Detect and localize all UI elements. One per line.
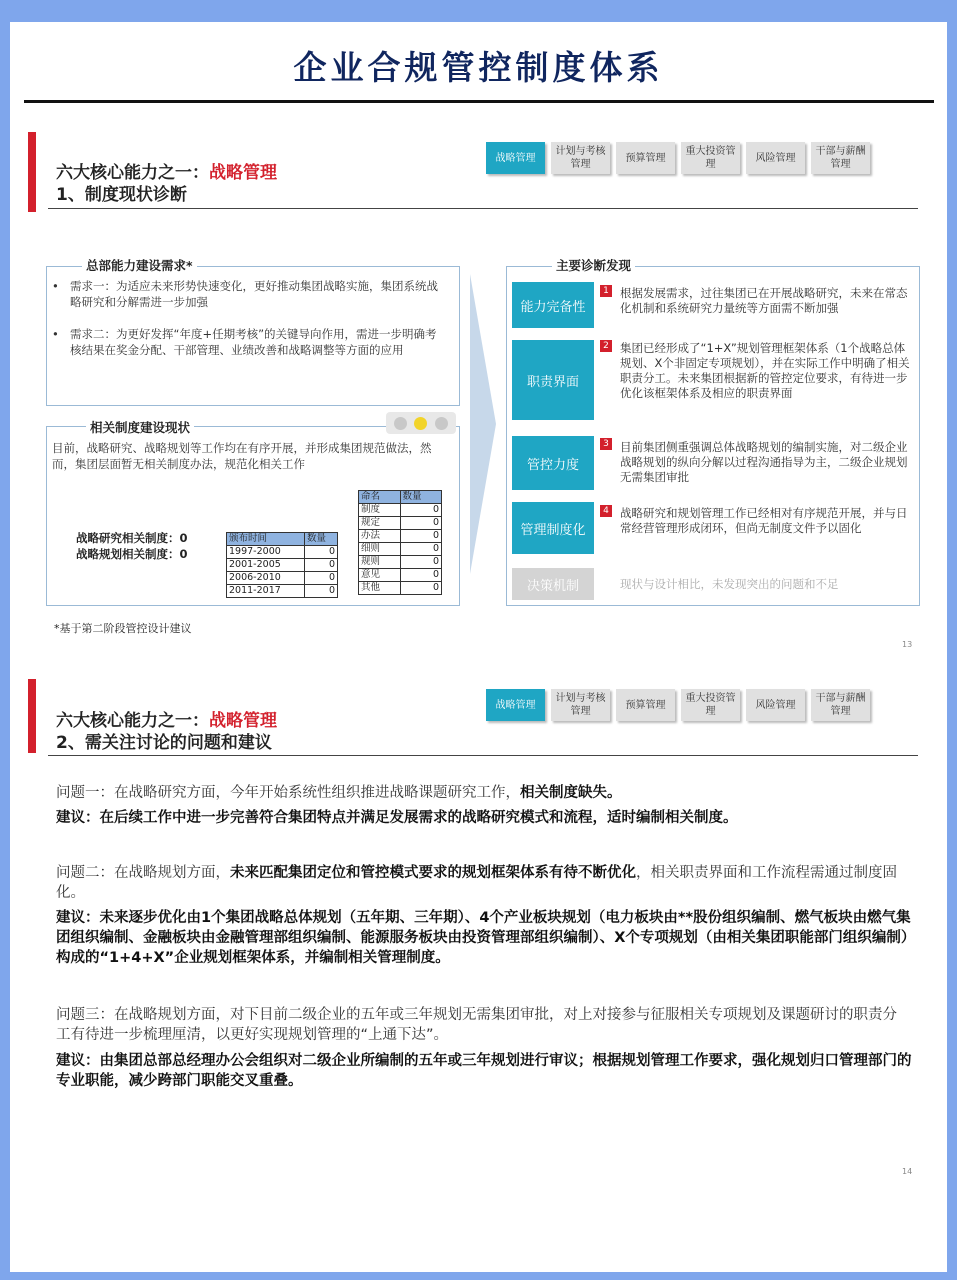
findings-title: 主要诊断发现: [552, 256, 635, 274]
tab-cadre[interactable]: 干部与薪酬管理: [811, 689, 870, 721]
finding-category: 职责界面: [512, 340, 594, 420]
finding-text: 现状与设计相比，未发现突出的问题和不足: [620, 577, 839, 591]
table-row: 2001-2005 0: [227, 559, 338, 572]
tab-cadre[interactable]: 干部与薪酬管理: [811, 142, 870, 174]
year-table: [226, 532, 338, 598]
tab-budget[interactable]: 预算管理: [616, 689, 675, 721]
issue-2: 问题二：在战略规划方面，未来匹配集团定位和管控模式要求的规划框架体系有待不断优化，相关职责界面和工作流程需通过制度固化。: [56, 865, 897, 901]
tab-planning[interactable]: 计划与考核管理: [551, 689, 610, 721]
slide-heading: [56, 162, 277, 206]
count-col-header: 数量: [400, 491, 442, 504]
tab-planning[interactable]: 计划与考核管理: [551, 142, 610, 174]
light-off: [394, 417, 407, 430]
issue-1: 问题一：在战略研究方面，今年开始系统性组织推进战略课题研究工作，相关制度缺失。: [56, 785, 622, 801]
light-yellow: [414, 417, 427, 430]
slide-1: [24, 128, 934, 649]
finding-text: 根据发展需求，过往集团已在开展战略研究，未来在常态化机制和系统研究力量统等方面需不断加强: [620, 286, 908, 315]
tab-risk[interactable]: 风险管理: [746, 142, 805, 174]
heading-sub: 1、制度现状诊断: [56, 185, 187, 205]
heading-prefix: 六大核心能力之一：: [56, 163, 209, 183]
finding-text: 集团已经形成了“1+X”规划管理框架体系（1个战略总体规划、X个非固定专项规划），并在实际工作中明确了相关职责分工。未来集团根据新的管控定位要求，有待进一步优化该框架体系及相应的职责界面: [620, 341, 910, 400]
title-divider: [24, 100, 934, 103]
heading-accent: 战略管理: [209, 711, 277, 731]
heading-prefix: 六大核心能力之一：: [56, 711, 209, 731]
traffic-light-indicator: [386, 412, 456, 434]
finding-category: 管理制度化: [512, 502, 594, 554]
page-title: 企业合规管控制度体系: [293, 48, 664, 87]
finding-text: 战略研究和规划管理工作已经相对有序规范开展，并与日常经营管理形成闭环，但尚无制度文件予以固化: [620, 506, 908, 535]
count-planning: 战略规划相关制度：0: [76, 547, 188, 561]
tab-strategy[interactable]: 战略管理: [486, 689, 545, 721]
issue-3: 问题三：在战略规划方面，对下目前二级企业的五年或三年规划无需集团审批，对上对接参与征服相关专项规划及课题研讨的职责分工有待进一步梳理厘清，以更好实现规划管理的“上通下达”。: [56, 1007, 897, 1043]
table-row: 办法 0: [359, 530, 442, 543]
count-col-header: 数量: [305, 533, 338, 546]
red-accent-bar: [28, 679, 36, 753]
page-number: 13: [902, 640, 913, 649]
slide-2: [24, 677, 934, 1237]
suggestion-2: 建议：未来逐步优化由1个集团战略总体规划（五年期、三年期）、4个产业板块规划（电力板块由**股份组织编制、燃气板块由燃气集团组织编制、金融板块由金融管理部组织编制、能源服务板块由投资管理部组织编制）、X个专项规划（由相关集团职能部门组织编制）构成的“1+4+X”企业规划框架体系，并编制相关管理制度。: [56, 910, 916, 966]
red-accent-bar: [28, 132, 36, 212]
finding-number: 4: [600, 505, 612, 517]
table-row: 规则 0: [359, 556, 442, 569]
type-table: [358, 490, 442, 595]
table-row: 意见 0: [359, 569, 442, 582]
name-col-header: 命名: [359, 491, 401, 504]
status-title: 相关制度建设现状: [86, 418, 194, 436]
tab-strategy[interactable]: 战略管理: [486, 142, 545, 174]
status-text: 目前，战略研究、战略规划等工作均在有序开展，并形成集团规范做法，然而，集团层面暂无相关制度办法，规范化相关工作: [52, 441, 432, 471]
light-off: [435, 417, 448, 430]
tab-investment[interactable]: 重大投资管理: [681, 689, 740, 721]
tab-investment[interactable]: 重大投资管理: [681, 142, 740, 174]
page: [10, 22, 947, 1272]
count-research: 战略研究相关制度：0: [76, 531, 188, 545]
finding-text: 目前集团侧重强调总体战略规划的编制实施，对二级企业战略规划的纵向分解以过程沟通指导为主，二级企业规划无需集团审批: [620, 440, 908, 484]
heading-divider: [48, 208, 918, 209]
page-number: 14: [902, 1167, 913, 1176]
table-row: 规定 0: [359, 517, 442, 530]
table-row: 2006-2010 0: [227, 572, 338, 585]
table-row: 2011-2017 0: [227, 585, 338, 598]
table-row: 制度 0: [359, 504, 442, 517]
finding-number: 1: [600, 285, 612, 297]
tab-budget[interactable]: 预算管理: [616, 142, 675, 174]
heading-sub: 2、需关注讨论的问题和建议: [56, 733, 272, 753]
suggestion-3: 建议：由集团总部总经理办公会组织对二级企业所编制的五年或三年规划进行审议；根据规划管理工作要求，强化规划归口管理部门的专业职能，减少跨部门职能交叉重叠。: [56, 1053, 912, 1089]
flow-arrow-icon: [470, 274, 496, 574]
table-row: 细则 0: [359, 543, 442, 556]
suggestion-1: 建议：在后续工作中进一步完善符合集团特点并满足发展需求的战略研究模式和流程，适时编制相关制度。: [56, 810, 738, 826]
need-1: • 需求一：为适应未来形势快速变化，更好推动集团战略实施，集团系统战略研究和分解需进一步加强: [52, 279, 438, 309]
heading-accent: 战略管理: [209, 163, 277, 183]
need-2: • 需求二：为更好发挥“年度+任期考核”的关键导向作用，需进一步明确考核结果在奖金分配、干部管理、业绩改善和战略调整等方面的应用: [52, 327, 437, 357]
finding-number: 2: [600, 340, 612, 352]
table-row: 其他 0: [359, 582, 442, 595]
finding-number: 3: [600, 438, 612, 450]
capability-tabs: [486, 142, 870, 174]
capability-tabs: [486, 689, 870, 721]
tab-risk[interactable]: 风险管理: [746, 689, 805, 721]
finding-category: 决策机制: [512, 568, 594, 600]
year-col-header: 颁布时间: [227, 533, 305, 546]
finding-category: 能力完备性: [512, 282, 594, 328]
table-row: 1997-2000 0: [227, 546, 338, 559]
heading-divider: [48, 755, 918, 756]
finding-category: 管控力度: [512, 436, 594, 490]
needs-title: 总部能力建设需求*: [82, 256, 197, 274]
slide-heading: [56, 710, 277, 754]
footnote: *基于第二阶段管控设计建议: [54, 622, 192, 635]
